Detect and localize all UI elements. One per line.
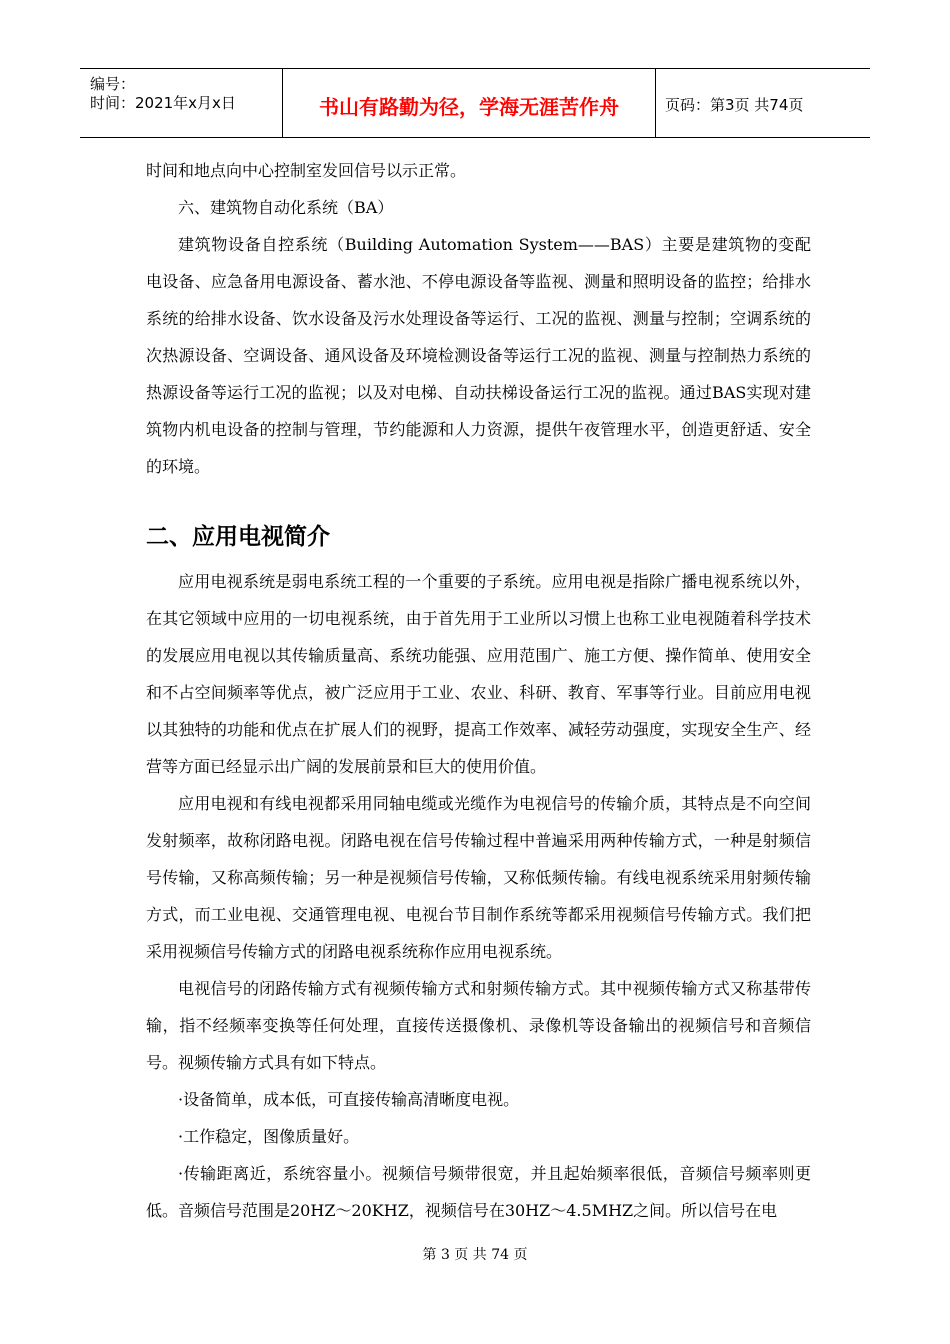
header-page-cell bbox=[655, 69, 870, 137]
time-label: 时间：2021年x月x日 bbox=[90, 94, 236, 112]
paragraph-bas: 建筑物设备自控系统（Building Automation System——BAS）主要是建筑物的变配电设备、应急备用电源设备、蓄水池、不停电源设备等监视、测量和照明设备的监控；给排水系统的给排水设备、饮水设备及污水处理设备等运行、工况的监视、测量与控制；空调系统的次热源设备、空调设备、通风设备及环境检测设备等运行工况的监视、测量与控制热力系统的热源设备等运行工况的监视；以及对电梯、自动扶梯设备运行工况的监视。通过BAS实现对建筑物内机电设备的控制与管理，节约能源和人力资源，提供午夜管理水平，创造更舒适、安全的环境。 bbox=[146, 235, 811, 476]
paragraph-transmission: 电视信号的闭路传输方式有视频传输方式和射频传输方式。其中视频传输方式又称基带传输，指不经频率变换等任何处理，直接传送摄像机、录像机等设备输出的视频信号和音频信号。视频传输方式具有如下特点。 bbox=[146, 979, 811, 1072]
page-code: 页码：第3页 共74页 bbox=[665, 96, 804, 114]
header-motto-cell bbox=[282, 69, 656, 137]
page-footer: 第 3 页 共 74 页 bbox=[422, 1247, 528, 1263]
section-heading: 二、应用电视简介 bbox=[146, 524, 330, 550]
motto-text: 书山有路勤为径，学海无涯苦作舟 bbox=[319, 95, 619, 119]
bullet-item: ·设备简单，成本低，可直接传输高清晰度电视。 bbox=[178, 1090, 520, 1109]
section-subtitle: 六、建筑物自动化系统（BA） bbox=[178, 198, 394, 217]
paragraph-closed-circuit: 应用电视和有线电视都采用同轴电缆或光缆作为电视信号的传输介质，其特点是不向空间发射频率，故称闭路电视。闭路电视在信号传输过程中普遍采用两种传输方式，一种是射频信号传输，又称高频传输；另一种是视频信号传输，又称低频传输。有线电视系统采用射频传输方式，而工业电视、交通管理电视、电视台节目制作系统等都采用视频信号传输方式。我们把采用视频信号传输方式的闭路电视系统称作应用电视系统。 bbox=[146, 794, 811, 961]
document-body bbox=[146, 152, 811, 1229]
paragraph-intro: 应用电视系统是弱电系统工程的一个重要的子系统。应用电视是指除广播电视系统以外，在其它领域中应用的一切电视系统，由于首先用于工业所以习惯上也称工业电视随着科学技术的发展应用电视以其传输质量高、系统功能强、应用范围广、施工方便、操作简单、使用安全和不占空间频率等优点，被广泛应用于工业、农业、科研、教育、军事等行业。目前应用电视以其独特的功能和优点在扩展人们的视野，提高工作效率、减轻劳动强度，实现安全生产、经营等方面已经显示出广阔的发展前景和巨大的使用价值。 bbox=[146, 572, 811, 776]
document-header bbox=[80, 68, 870, 138]
bullet-item: ·工作稳定，图像质量好。 bbox=[178, 1127, 360, 1146]
bullet-item: ·传输距离近，系统容量小。视频信号频带很宽，并且起始频率很低，音频信号频率则更低。音频信号范围是20HZ～20KHZ，视频信号在30HZ～4.5MHZ之间。所以信号在电 bbox=[146, 1164, 811, 1220]
number-label: 编号： bbox=[90, 75, 136, 93]
paragraph-continued: 时间和地点向中心控制室发回信号以示正常。 bbox=[146, 161, 467, 180]
header-info-cell bbox=[80, 69, 282, 137]
